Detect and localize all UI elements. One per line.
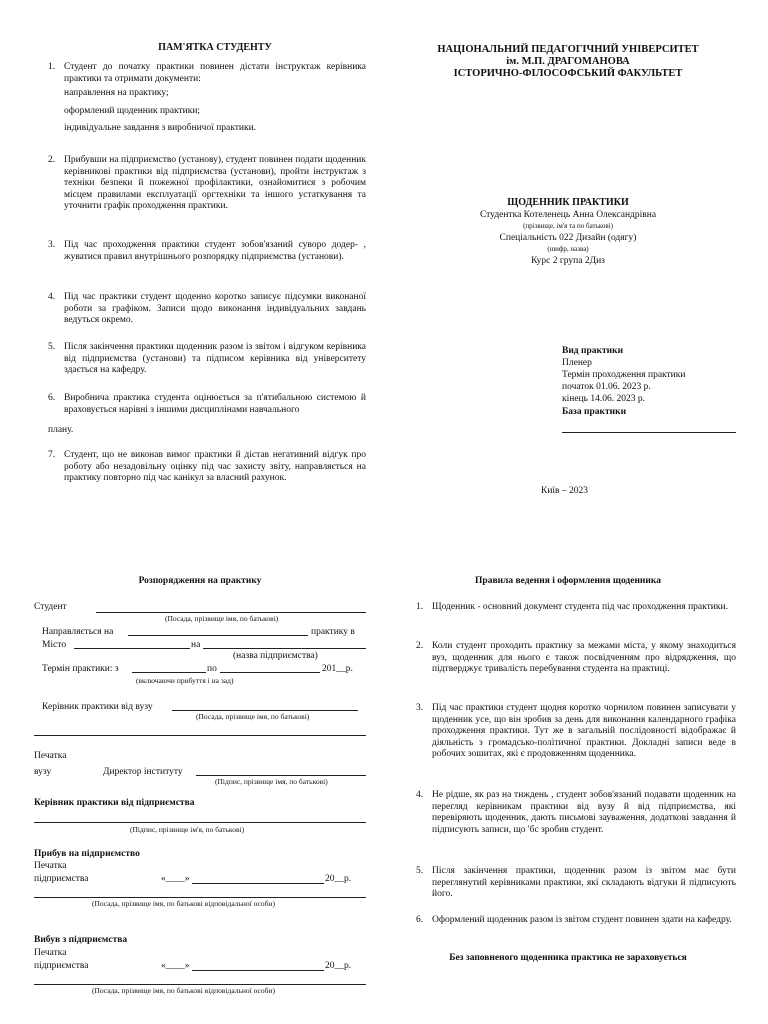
city-label: Місто	[42, 640, 67, 650]
to-practice-label: практику в	[311, 627, 355, 637]
memo-item-7: 7. Студент, що не виконав вимог практики й дістав негативний відгук про роботу або незадовільну оцінку під час захисту звіту, направляється на практику повторно під час канікул за власний рахунок.	[48, 450, 366, 484]
term-end: кінець 14.06. 2023 р.	[562, 394, 645, 404]
term-year: 201__р.	[322, 664, 353, 674]
departure-label: Вибув з підприємства	[34, 935, 128, 945]
specialty-line: Спеціальність 022 Дизайн (одягу)	[499, 233, 637, 243]
rule-item-4: 4. Не рідше, як раз на тиждень , студент зобов'язаний подавати щоденник на перегляд керівникам практики від вузу й від підприємства, які перевіряють щоденник, дають письмові зауваження, додаткові завдання й підписують записи, що 'бс зробив студент.	[416, 790, 736, 835]
arrival-resp-hint: (Посада, прізвище імя, по батькові відповідальної особи)	[92, 899, 275, 908]
sent-to-label: Направляється на	[42, 627, 114, 637]
memo-doc-1: направлення на практику;	[64, 88, 169, 98]
rule-item-6: 6. Оформлений щоденник разом із звітом студент повинен здати на кафедру.	[416, 915, 732, 925]
departure-stamp: Печатка	[34, 948, 67, 958]
departure-enterprise: підприємства	[34, 961, 89, 971]
practice-type-label: Вид практики	[562, 346, 624, 356]
memo-item-6-tail: плану.	[48, 425, 74, 435]
sent-to-line	[128, 635, 308, 636]
city-line	[74, 648, 190, 649]
term-start: початок 01.06. 2023 р.	[562, 382, 651, 392]
rule-item-3: 3. Під час практики студент щодня коротко чорнилом повинен записувати у щоденник усе, що він зробив за день для виконання календарного графіка проходження практики. Тут же в загальній послідовності відображає й діяльність з громадсько-політичної практики. Докладні записи веде в робочих зошитах, які є продовженням щоденника.	[416, 703, 736, 760]
director-label: Директор інституту	[103, 767, 183, 777]
univ-label: вузу	[34, 767, 52, 777]
memo-item-1: 1. Студент до початку практики повинен дістати інструктаж керівника практики та отримати документи:	[48, 62, 366, 84]
departure-resp-line	[34, 984, 366, 985]
student-hint: (Посада, прізвище імя, по батькові)	[165, 614, 279, 623]
stamp-label: Печатка	[34, 751, 67, 761]
term-to-line	[220, 672, 320, 673]
head-univ-hint: (Посада, прізвище імя, по батькові)	[196, 712, 310, 721]
enterprise-line	[203, 648, 366, 649]
memo-item-4: 4. Під час практики студент щоденно коротко записує підсумки виконаної роботи за графіком. Записи щодо виконання індивідуальних завдань ведуться окремо.	[48, 292, 366, 326]
base-label: База практики	[562, 407, 627, 417]
orders-student-label: Студент	[34, 602, 67, 612]
memo-doc-3: індивідуальне завдання з виробничої практики.	[64, 123, 257, 133]
director-hint: (Підпис, прізвище імя, по батькові)	[215, 777, 328, 786]
city-year: Київ – 2023	[541, 486, 589, 496]
orders-title: Розпорядження на практику	[138, 576, 262, 586]
university-name: НАЦІОНАЛЬНИЙ ПЕДАГОГІЧНИЙ УНІВЕРСИТЕТ	[437, 44, 699, 55]
cover-header	[400, 44, 736, 80]
rule-item-2: 2. Коли студент проходить практику за межами міста, у якому знаходиться вуз, щоденник для нього є також посвідченням про відрядження, що підтверджує тривалість перебування студента на практиці.	[416, 641, 736, 675]
arrival-stamp: Печатка	[34, 861, 67, 871]
rules-footer: Без заповненого щоденника практика не зараховується	[449, 953, 687, 963]
arrival-label: Прибув на підприємство	[34, 849, 140, 859]
arrival-date-line	[192, 883, 324, 884]
university-name-2: ім. М.П. ДРАГОМАНОВА	[506, 56, 630, 68]
term-to-label: по	[207, 664, 217, 674]
term-label: Термін проходження практики	[562, 370, 686, 380]
memo-item-2: 2. Прибувши на підприємство (установу), студент повинен подати щоденник керівникові практики від підприємства (установи), пройти інструктаж з техніки безпеки й пожежної профілактики, ознайомитися з робочим місцем правилами експлуатації оргтехніки та іншого устаткування та уточнити графік проходження практики.	[48, 155, 366, 212]
head-enterprise-line	[34, 822, 366, 823]
term-from-line	[132, 672, 206, 673]
departure-resp-hint: (Посада, прізвище імя, по батькові відповідальної особи)	[92, 986, 275, 995]
student-hint: (прізвище, ім'я та по батькові)	[523, 222, 613, 230]
head-univ-line-2	[34, 735, 366, 736]
head-univ-line	[172, 710, 358, 711]
specialty-hint: (шифр, назва)	[547, 245, 589, 253]
departure-date-year: 20__р.	[325, 961, 352, 971]
director-line	[196, 775, 366, 776]
base-line	[562, 432, 736, 433]
memo-doc-2: оформлений щоденник практики;	[64, 106, 201, 116]
memo-item-6: 6. Виробнича практика студента оцінюється за п'ятибальною системою й враховується нарівні з іншими дисциплінами навчального	[48, 393, 366, 415]
term-hint: (включаючи прибуття і на зад)	[136, 676, 234, 685]
rules-title: Правила ведення і оформлення щоденника	[475, 576, 661, 586]
departure-date-line	[192, 970, 324, 971]
head-univ-label: Керівник практики від вузу	[42, 702, 153, 712]
diary-title: ЩОДЕННИК ПРАКТИКИ	[507, 197, 629, 208]
course-line: Курс 2 група 2Диз	[531, 256, 605, 266]
term-from-label: Термін практики: з	[42, 664, 119, 674]
rule-item-5: 5. Після закінчення практики, щоденник разом із звітом має бути переглянутий керівниками практики, які складають відгуки й підписують його.	[416, 866, 736, 900]
departure-date-day: «____»	[161, 961, 190, 971]
na-label: на	[191, 640, 201, 650]
memo-item-5: 5. Після закінчення практики щоденник разом із звітом і відгуком керівника від підприємства (установи) та підписом керівника від університету здається на кафедру.	[48, 342, 366, 376]
arrival-date-day: «____»	[161, 874, 190, 884]
student-line: Студентка Котеленець Анна Олександрівна	[479, 210, 657, 220]
arrival-resp-line	[34, 897, 366, 898]
faculty-name: ІСТОРИЧНО-ФІЛОСОФСЬКИЙ ФАКУЛЬТЕТ	[453, 68, 683, 80]
head-enterprise-label: Керівник практики від підприємства	[34, 798, 195, 808]
student-name-line	[96, 612, 366, 613]
rule-item-1: 1. Щоденник - основний документ студента під час проходження практики.	[416, 602, 728, 612]
enterprise-hint: (назва підприємства)	[233, 651, 318, 661]
arrival-date-year: 20__р.	[325, 874, 352, 884]
head-enterprise-hint: (Підпис, прізвище ім'я, по батькові)	[130, 825, 245, 834]
practice-type: Пленер	[562, 358, 592, 368]
memo-item-3: 3. Під час проходження практики студент зобов'язаний суворо додер- , жуватися правил внутрішнього розпорядку підприємства (установи).	[48, 240, 366, 262]
arrival-enterprise: підприємства	[34, 874, 89, 884]
memo-title: ПАМ'ЯТКА СТУДЕНТУ	[158, 42, 272, 53]
